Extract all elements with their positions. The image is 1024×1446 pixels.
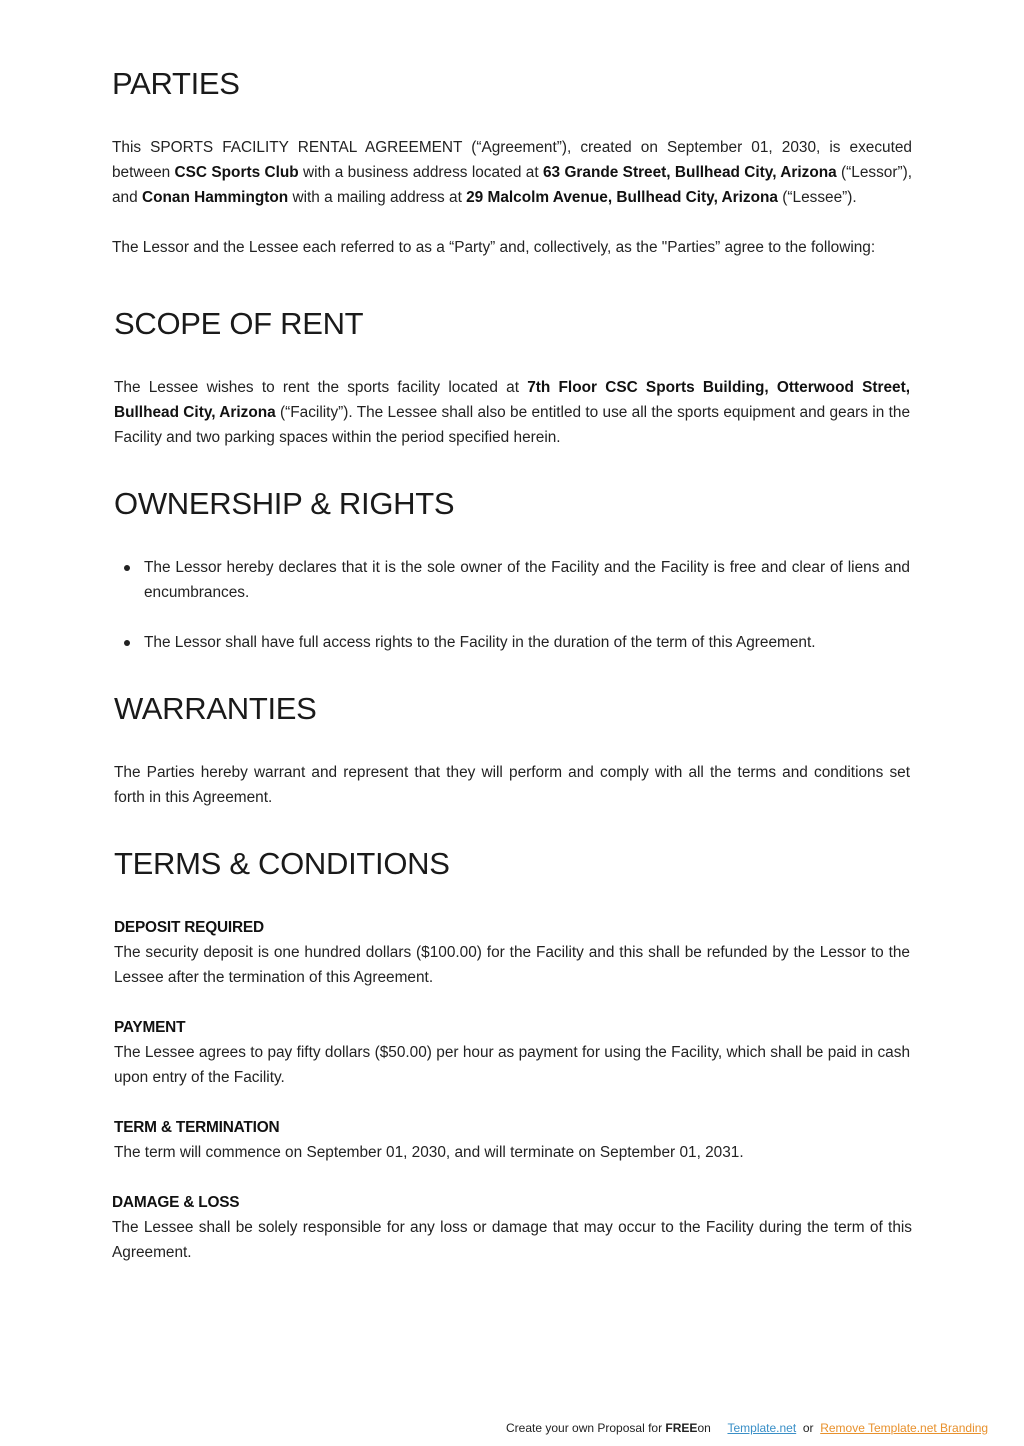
scope-text-a: The Lessee wishes to rent the sports facility located at [114,379,528,396]
terms-heading: TERMS & CONDITIONS [114,846,450,881]
branding-footer [506,1418,988,1438]
bullet-dot [124,640,130,646]
ownership-heading: OWNERSHIP & RIGHTS [114,486,455,521]
lessor-name: CSC Sports Club [174,164,299,181]
scope-heading: SCOPE OF RENT [114,306,364,341]
parties-text-b: with a business address located at [298,164,543,181]
remove-branding-link[interactable]: Remove Template.net Branding [820,1421,989,1435]
deposit-paragraph: The security deposit is one hundred dollars ($100.00) for the Facility and this shall be refunded by the Lessor to the Lessee after the termination of this Agreement. [114,944,910,986]
template-net-link[interactable]: Template.net [727,1421,797,1435]
parties-text-a: This SPORTS FACILITY RENTAL AGREEMENT (“Agreement”), created on September 01, 2030, is executed between [112,139,912,181]
bullet-dot [124,565,130,571]
parties-text-c: (“Lessor”), and [112,164,913,206]
lessor-address: 63 Grande Street, Bullhead City, Arizona [542,164,837,181]
parties-text-d: with a mailing address at [288,189,467,206]
deposit-subheading: DEPOSIT REQUIRED [114,919,264,936]
payment-subheading: PAYMENT [114,1019,186,1036]
footer-free: FREE [665,1421,698,1435]
facility-address: 7th Floor CSC Sports Building, Otterwood Street, Bullhead City, Arizona [114,379,910,421]
warranties-paragraph: The Parties hereby warrant and represent that they will perform and comply with all the terms and conditions set forth in this Agreement. [114,764,910,806]
footer-on: on [697,1421,711,1435]
scope-paragraph [114,375,910,450]
warranties-heading: WARRANTIES [114,691,317,726]
term-subheading: TERM & TERMINATION [114,1119,280,1136]
parties-agreement-paragraph: The Lessor and the Lessee each referred to as a “Party” and, collectively, as the "Parties” agree to the following: [112,239,876,256]
damage-subheading: DAMAGE & LOSS [112,1194,240,1211]
ownership-item: The Lessor hereby declares that it is the sole owner of the Facility and the Facility is free and clear of liens and encumbrances. [144,559,910,601]
footer-prefix: Create your own Proposal for [506,1421,666,1435]
ownership-item: The Lessor shall have full access rights to the Facility in the duration of the term of this Agreement. [144,634,816,651]
parties-text-e: (“Lessee”). [778,189,857,206]
footer-or: or [802,1421,814,1435]
payment-paragraph: The Lessee agrees to pay fifty dollars ($50.00) per hour as payment for using the Facility, which shall be paid in cash upon entry of the Facility. [114,1044,910,1086]
parties-heading: PARTIES [112,66,240,101]
damage-paragraph: The Lessee shall be solely responsible for any loss or damage that may occur to the Facility during the term of this Agreement. [112,1219,912,1261]
term-paragraph: The term will commence on September 01, 2030, and will terminate on September 01, 2031. [114,1144,744,1161]
scope-text-b: (“Facility”). The Lessee shall also be entitled to use all the sports equipment and gears in the Facility and two parking spaces within the period specified herein. [114,404,910,446]
lessee-name: Conan Hammington [141,189,289,206]
parties-paragraph [112,135,912,210]
lessee-address: 29 Malcolm Avenue, Bullhead City, Arizona [466,189,778,206]
